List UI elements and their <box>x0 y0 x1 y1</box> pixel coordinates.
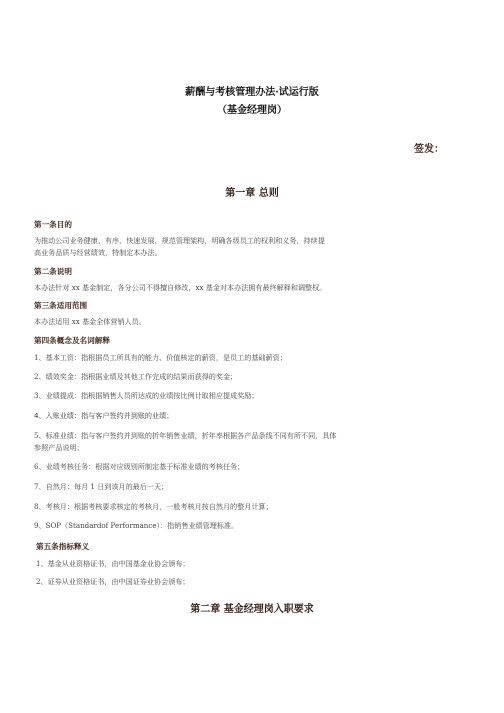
chapter-1-heading: 第一章 总则 <box>225 188 279 199</box>
list-item: 2、证券从业资格证书，由中国证券业协会颁布； <box>36 577 190 586</box>
list-item: 7、自然月：每月 1 日到该月的最后一天； <box>34 482 169 491</box>
article-5-heading: 第五条指标释义 <box>36 542 90 551</box>
article-1-heading: 第一条目的 <box>34 220 72 229</box>
article-1-text: 为推动公司业务健康、有序、快速发展，规范管理架构，明确各级员工的权利和义务，持续提 <box>34 236 325 245</box>
signoff-label: 签发： <box>414 144 444 155</box>
list-item: 参照产品说明； <box>34 443 84 452</box>
article-3-heading: 第三条适用范围 <box>34 301 88 310</box>
list-item: 8、考核月：根据考核要求核定的考核月，一般考核月按自然月的整月计算； <box>34 502 273 511</box>
document-title: 薪酬与考核管理办法·试运行版 <box>185 87 319 98</box>
list-item: 9、SOP（Standardof Performance）：指销售业绩管理标准。 <box>34 521 239 530</box>
list-item: 3、业绩提成：指根据销售人员所达成的业绩按比例计取相应提成奖励； <box>34 391 259 400</box>
article-1-text: 高业务品质与经营绩效，特制定本办法。 <box>34 248 162 257</box>
article-2-text: 本办法针对 xx 基金制定，各分公司不得擅自修改，xx 基金对本办法拥有最终解释和调整权。 <box>34 283 327 292</box>
article-2-heading: 第二条说明 <box>34 267 72 276</box>
article-4-heading: 第四条概念及名词解释 <box>34 336 110 345</box>
chapter-2-heading: 第二章 基金经理岗入职要求 <box>190 604 314 615</box>
document-subtitle: （基金经理岗） <box>217 105 287 116</box>
list-item: 1、基本工资：指根据员工所具有的能力、价值核定的薪资，是员工的基础薪资； <box>34 353 287 362</box>
list-item: 4、入账业绩：指与客户签约并到账的业绩； <box>34 411 174 420</box>
article-3-text: 本办法适用 xx 基金全体营销人员。 <box>34 317 146 326</box>
list-item: 5、标准业绩：指与客户签约并到账的折年销售业绩，折年率根据各产品条线不同有所不同，具体 <box>34 431 337 440</box>
list-item: 2、绩效奖金：指根据业绩及其他工作完成的结果而获得的奖金； <box>34 372 238 381</box>
list-item: 1、基金从业资格证书，由中国基金业协会颁布； <box>36 559 190 568</box>
list-item: 6、业绩考核任务：根据对应级别所制定基于标准业绩的考核任务； <box>34 462 245 471</box>
